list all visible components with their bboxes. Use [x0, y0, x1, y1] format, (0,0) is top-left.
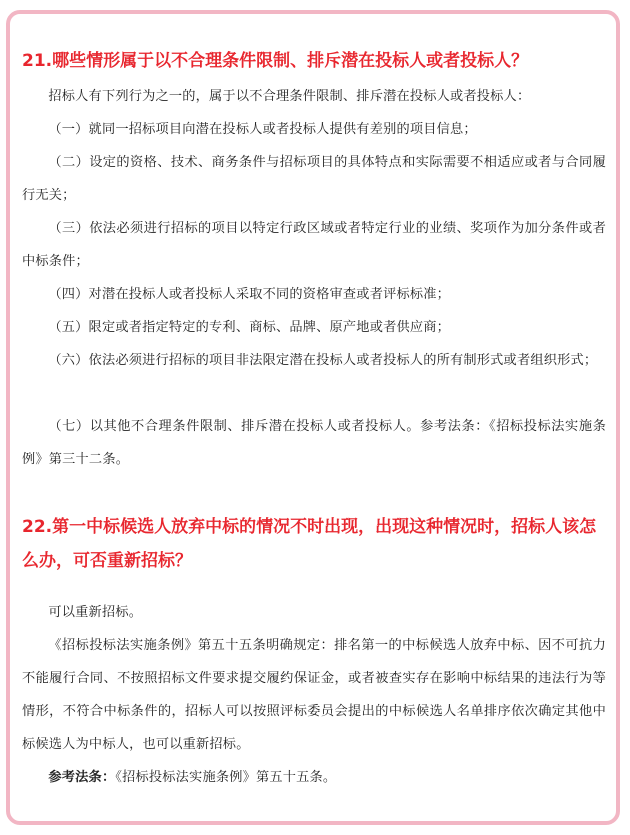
reference-label: 参考法条： — [48, 770, 116, 785]
question-21-intro: 招标人有下列行为之一的，属于以不合理条件限制、排斥潜在投标人或者投标人： — [48, 89, 531, 104]
content-card — [6, 10, 620, 825]
question-21-item-1: （一）就同一招标项目向潜在投标人或者投标人提供有差别的项目信息； — [48, 122, 477, 137]
question-21-item-5: （五）限定或者指定特定的专利、商标、品牌、原产地或者供应商； — [48, 320, 451, 335]
question-21-item-3: （三）依法必须进行招标的项目以特定行政区域或者特定行业的业绩、奖项作为加分条件或者中标条件； — [22, 221, 606, 269]
question-22-reference — [22, 761, 606, 794]
question-21-item-4: （四）对潜在投标人或者投标人采取不同的资格审查或者评标标准； — [48, 287, 451, 302]
question-22-title: 22.第一中标候选人放弃中标的情况不时出现，出现这种情况时，招标人该怎么办，可否重新招标？ — [22, 517, 597, 571]
question-22-body: 《招标投标法实施条例》第五十五条明确规定：排名第一的中标候选人放弃中标、因不可抗力不能履行合同、不按照招标文件要求提交履约保证金，或者被查实存在影响中标结果的违法行为等情形，不符合中标条件的，招标人可以按照评标委员会提出的中标候选人名单排序依次确定其他中标候选人为中标人，也可以重新招标。 — [22, 638, 606, 752]
question-21-item-6: （六）依法必须进行招标的项目非法限定潜在投标人或者投标人的所有制形式或者组织形式； — [48, 353, 598, 368]
question-21-title: 21.哪些情形属于以不合理条件限制、排斥潜在投标人或者投标人？ — [22, 51, 529, 71]
question-21-item-2: （二）设定的资格、技术、商务条件与招标项目的具体特点和实际需要不相适应或者与合同履行无关； — [22, 155, 606, 203]
reference-text: 《招标投标法实施条例》第五十五条。 — [115, 770, 337, 785]
question-22-answer: 可以重新招标。 — [48, 605, 143, 620]
question-21-item-7: （七）以其他不合理条件限制、排斥潜在投标人或者投标人。参考法条：《招标投标法实施条例》第三十二条。 — [22, 419, 606, 467]
